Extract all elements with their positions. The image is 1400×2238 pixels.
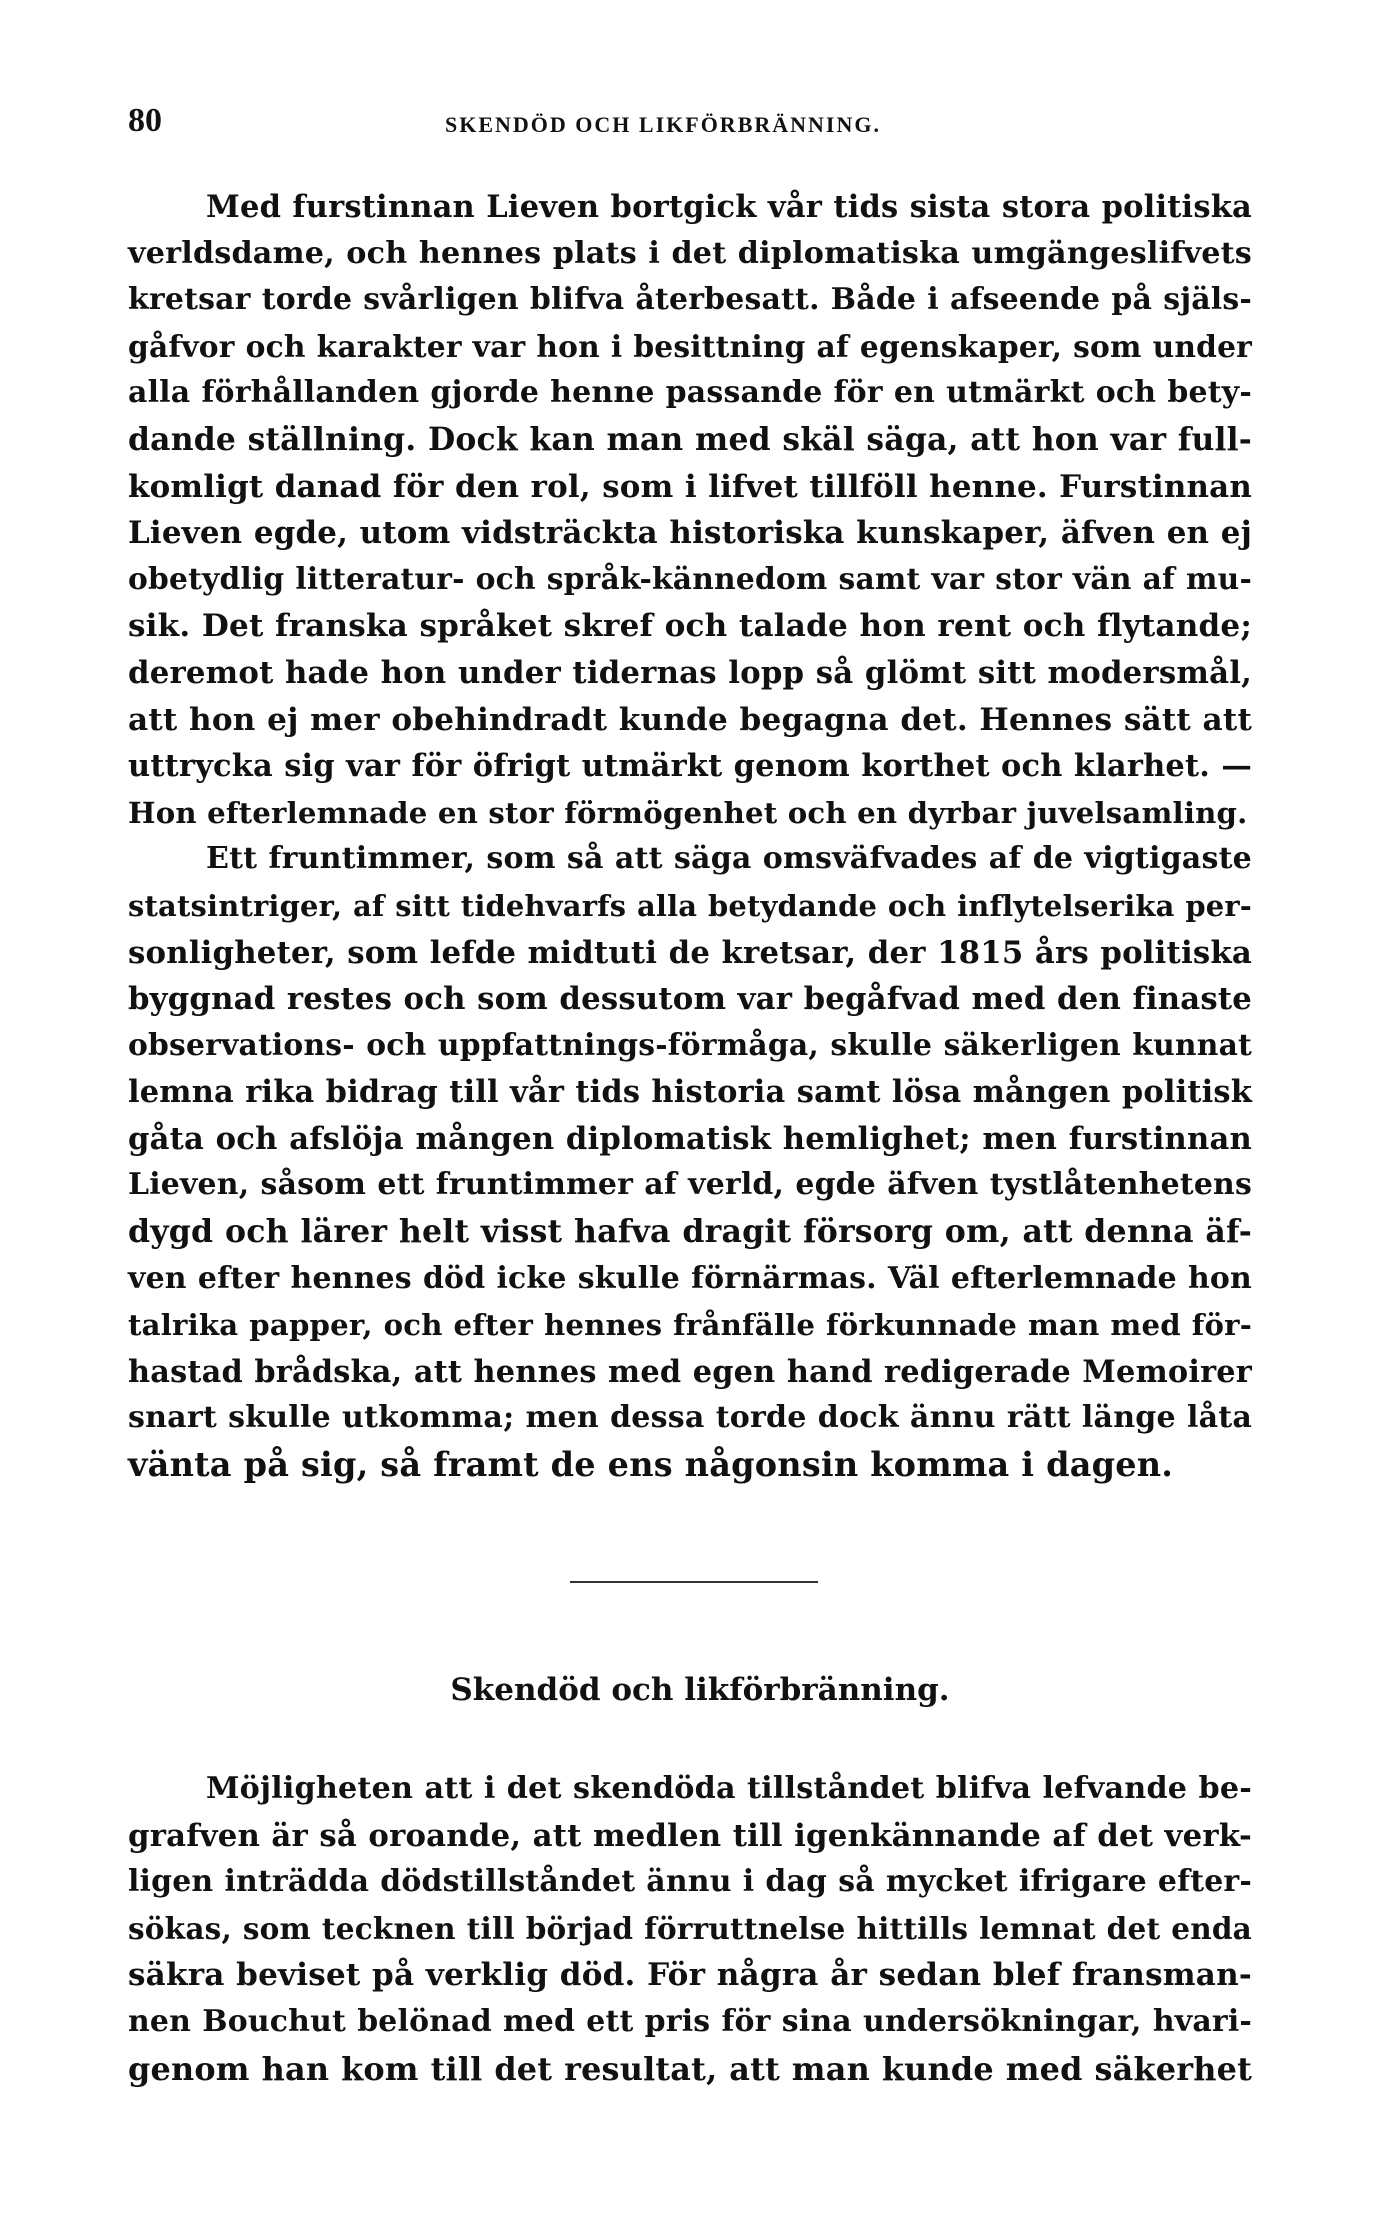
text-line: statsintriger, af sitt tidehvarfs alla betydande och inflytelserika per- (128, 888, 1252, 923)
running-head: SKENDÖD OCH LIKFÖRBRÄNNING. (445, 112, 881, 137)
text-line: snart skulle utkomma; men dessa torde dock ännu rätt länge låta (128, 1400, 1252, 1436)
text-line: vänta på sig, så framt de ens någonsin komma i dagen. (128, 1445, 1174, 1485)
text-line: talrika papper, och efter hennes frånfälle förkunnade man med för- (128, 1308, 1252, 1343)
text-line: gåfvor och karakter var hon i besittning af egenskaper, som under (128, 328, 1252, 364)
text-line: kretsar torde svårligen blifva återbesatt. Både i afseende på själs- (128, 282, 1252, 318)
text-line: dande ställning. Dock kan man med skäl säga, att hon var full- (128, 421, 1252, 458)
text-line: Ett fruntimmer, som så att säga omsväfvades af de vigtigaste (206, 841, 1252, 877)
paragraph-skendod (128, 1766, 1252, 2092)
text-line: nen Bouchut belönad med ett pris för sina undersökningar, hvari- (128, 2003, 1252, 2039)
text-line: sik. Det franska språket skref och talade hon rent och flytande; (128, 608, 1252, 645)
text-line: att hon ej mer obehindradt kunde begagna det. Hennes sätt att (128, 701, 1252, 738)
text-line: hastad brådska, att hennes med egen hand redigerade Memoirer (128, 1353, 1252, 1390)
text-line: sökas, som tecknen till börjad förruttnelse hittills lemnat det enda (128, 1910, 1252, 1946)
text-line: byggnad restes och som dessutom var begåfvad med den finaste (128, 981, 1252, 1018)
text-line: gåta och afslöja mången diplomatisk hemlighet; men furstinnan (128, 1120, 1252, 1157)
text-line: ligen inträdda dödstillståndet ännu i dag så mycket ifrigare efter- (128, 1864, 1252, 1900)
text-line: Lieven, såsom ett fruntimmer af verld, egde äfven tystlåtenhetens (128, 1167, 1252, 1203)
text-line: deremot hade hon under tidernas lopp så glömt sitt modersmål, (128, 654, 1252, 691)
text-line: uttrycka sig var för öfrigt utmärkt genom korthet och klarhet. — (128, 748, 1252, 785)
text-line: grafven är så oroande, att medlen till igenkännande af det verk- (128, 1817, 1252, 1854)
text-line: Lieven egde, utom vidsträckta historiska kunskaper, äfven en ej (128, 515, 1252, 552)
text-line: ven efter hennes död icke skulle förnärmas. Väl efterlemnade hon (128, 1260, 1252, 1296)
text-line: Hon efterlemnade en stor förmögenhet och en dyrbar juvelsamling. (128, 795, 1248, 830)
text-line: observations- och uppfattnings-förmåga, skulle säkerligen kunnat (128, 1027, 1252, 1063)
section-title: Skendöd och likförbränning. (450, 1672, 950, 1708)
text-line: sonligheter, som lefde midtuti de kretsar, der 1815 års politiska (128, 934, 1252, 971)
page-number: 80 (128, 102, 162, 139)
text-line: lemna rika bidrag till vår tids historia samt lösa mången politisk (128, 1074, 1252, 1111)
text-line: genom han kom till det resultat, att man kunde med säkerhet (128, 2049, 1252, 2088)
text-line: alla förhållanden gjorde henne passande för en utmärkt och bety- (128, 375, 1252, 411)
section-divider (570, 1581, 818, 1583)
text-line: dygd och lärer helt visst hafva dragit försorg om, att denna äf- (128, 1213, 1252, 1251)
text-line: komligt danad för den rol, som i lifvet tillföll henne. Furstinnan (128, 468, 1252, 505)
text-line: verldsdame, och hennes plats i det diplomatiska umgängeslifvets (128, 235, 1252, 271)
paragraph-lieven (128, 184, 1252, 1489)
text-line: obetydlig litteratur- och språk-kännedom samt var stor vän af mu- (128, 561, 1252, 597)
text-line: Möjligheten att i det skendöda tillståndet blifva lefvande be- (206, 1771, 1252, 1806)
text-line: Med furstinnan Lieven bortgick vår tids sista stora politiska (206, 189, 1252, 225)
text-line: säkra beviset på verklig död. För några år sedan blef fransman- (128, 1957, 1252, 1994)
